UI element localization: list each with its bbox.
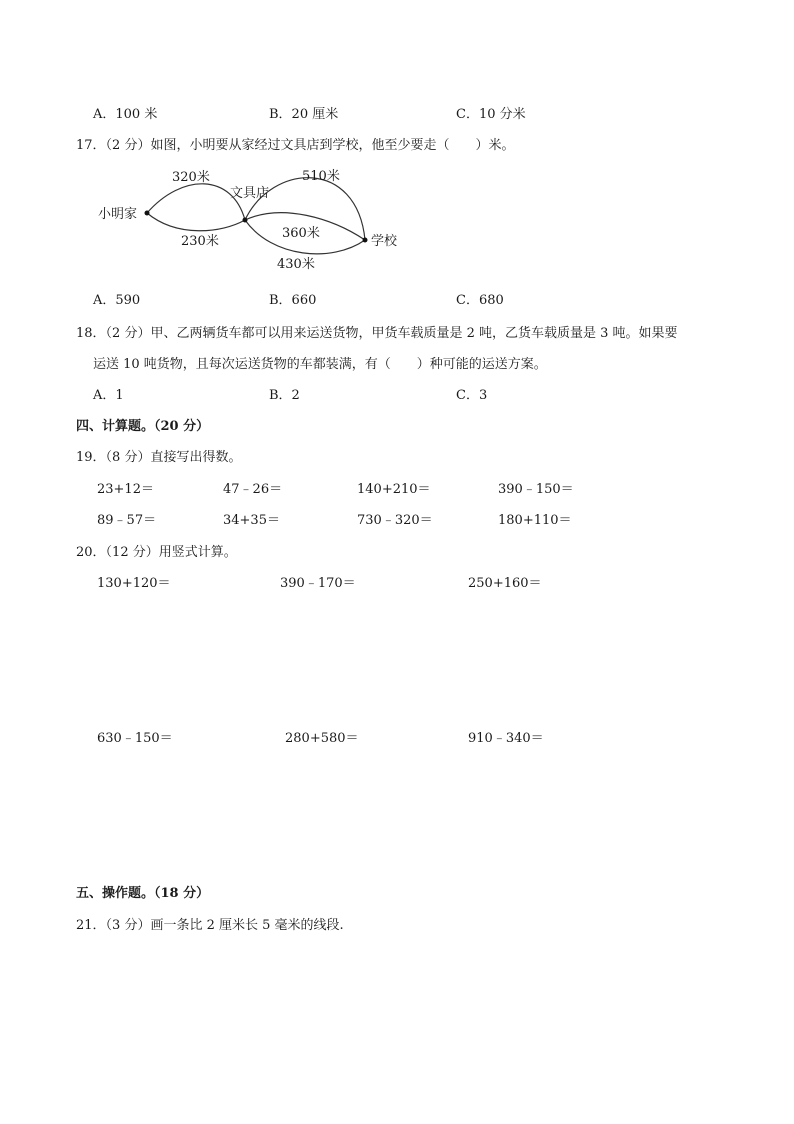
q19-item: 180+110＝	[498, 513, 572, 528]
q17-route-diagram	[92, 163, 412, 278]
school-dot	[363, 238, 368, 243]
q17-option-c: C．680	[456, 293, 504, 308]
q19-item: 89﹣57＝	[97, 513, 157, 528]
q20-item: 130+120＝	[97, 576, 171, 591]
path-home-store-lower	[147, 213, 245, 231]
q19-item: 390﹣150＝	[498, 482, 574, 497]
q18-option-b: B．2	[269, 388, 300, 403]
label-430: 430米	[277, 257, 315, 272]
q20-item: 910﹣340＝	[468, 731, 544, 746]
q18-stem-line1: 18．（2 分）甲、乙两辆货车都可以用来运送货物，甲货车载质量是 2 吨，乙货车载质量是 3 吨。如果要	[76, 326, 678, 341]
label-store: 文具店	[230, 186, 270, 201]
q19-item: 34+35＝	[223, 513, 280, 528]
q16-option-c: C．10 分米	[456, 107, 526, 122]
q16-option-b: B．20 厘米	[269, 107, 339, 122]
q17-option-b: B．660	[269, 293, 317, 308]
q19-item: 140+210＝	[357, 482, 431, 497]
label-510: 510米	[302, 169, 340, 184]
q20-item: 630﹣150＝	[97, 731, 173, 746]
label-230: 230米	[181, 234, 219, 249]
q20-item: 280+580＝	[285, 731, 359, 746]
q18-option-a: A．1	[93, 388, 124, 403]
q19-item: 23+12＝	[97, 482, 154, 497]
q17-option-a: A．590	[93, 293, 141, 308]
q20-item: 390﹣170＝	[280, 576, 356, 591]
q18-option-c: C．3	[456, 388, 488, 403]
label-320: 320米	[172, 170, 210, 185]
section4-title: 四、计算题。（20 分）	[76, 419, 210, 434]
label-school: 学校	[371, 234, 398, 249]
q20-item: 250+160＝	[468, 576, 542, 591]
q18-stem-line2: 运送 10 吨货物，且每次运送货物的车都装满，有（ ）种可能的运送方案。	[93, 357, 547, 372]
q17-stem: 17．（2 分）如图，小明要从家经过文具店到学校，他至少要走（ ）米。	[76, 138, 515, 153]
q21-stem: 21．（3 分）画一条比 2 厘米长 5 毫米的线段.	[76, 918, 344, 933]
label-home: 小明家	[98, 207, 138, 222]
q19-item: 730﹣320＝	[357, 513, 433, 528]
q19-item: 47﹣26＝	[223, 482, 283, 497]
home-dot	[145, 211, 150, 216]
label-360: 360米	[282, 226, 320, 241]
q19-stem: 19．（8 分）直接写出得数。	[76, 450, 242, 465]
q16-option-a: A．100 米	[93, 107, 158, 122]
store-dot	[243, 218, 248, 223]
q20-stem: 20．（12 分）用竖式计算。	[76, 545, 237, 560]
section5-title: 五、操作题。（18 分）	[76, 886, 210, 901]
